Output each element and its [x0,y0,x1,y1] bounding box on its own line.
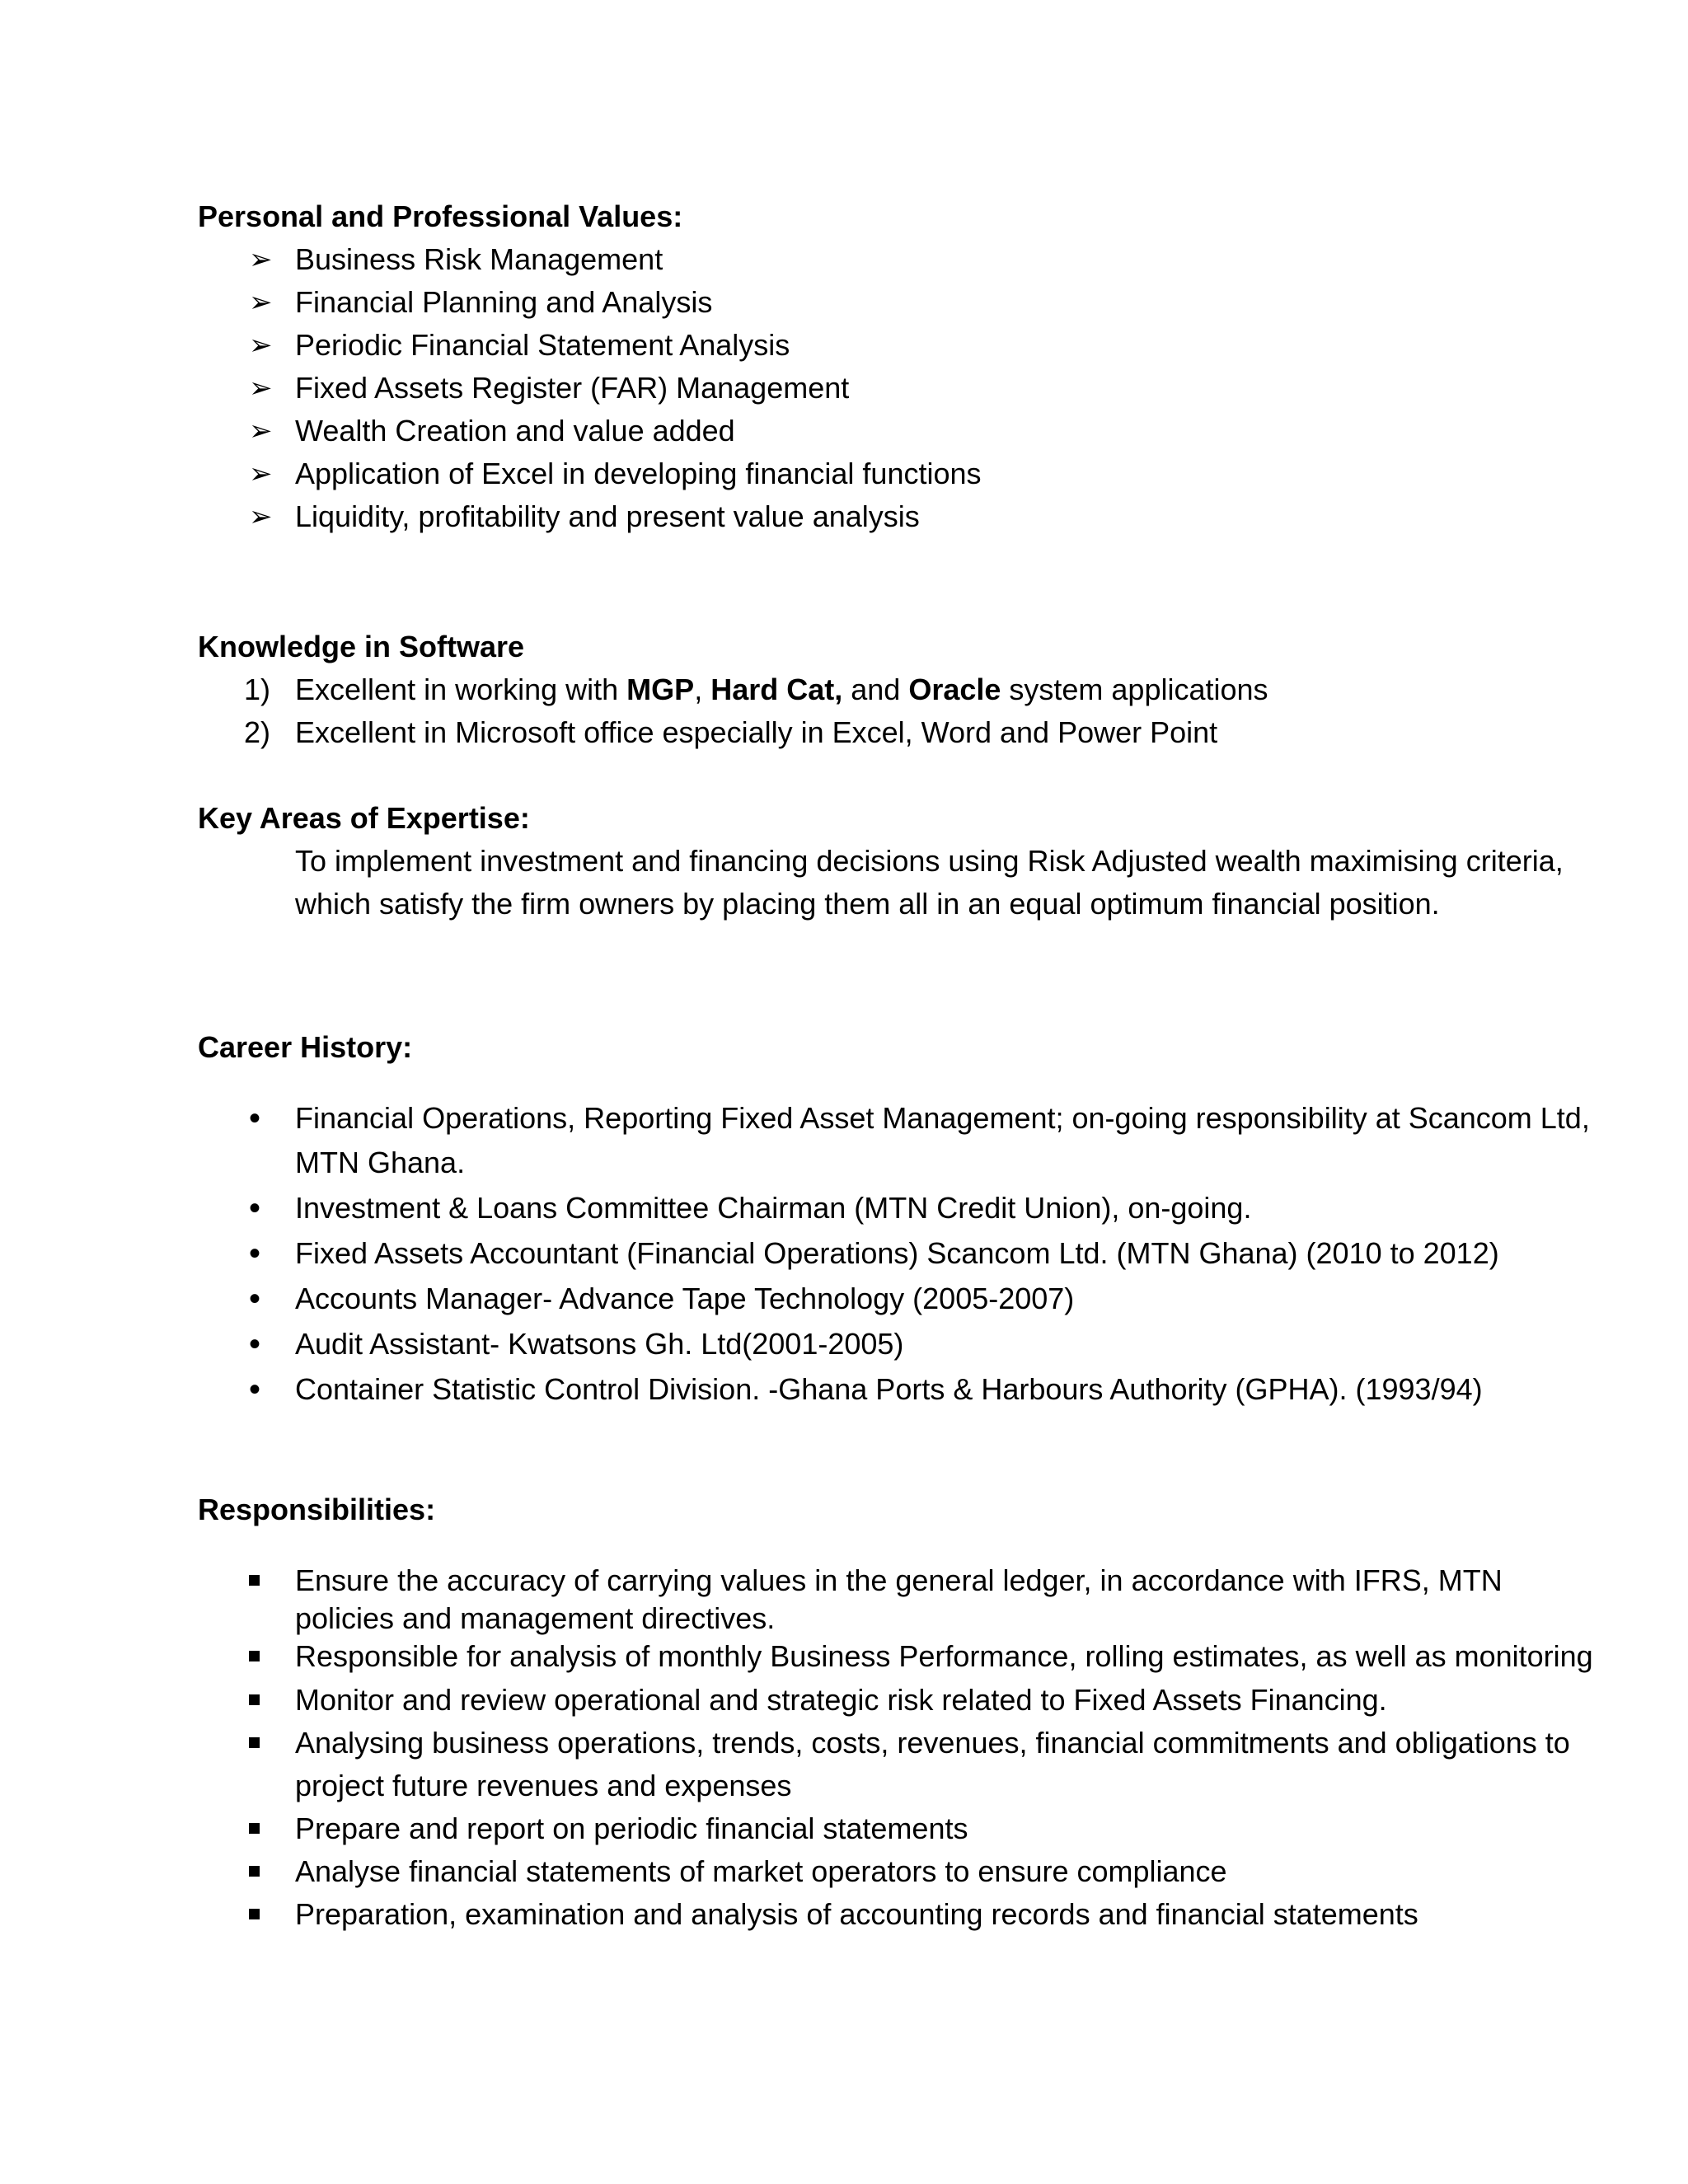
values-item-text: Financial Planning and Analysis [295,285,713,319]
software-text-post: system applications [1001,673,1268,706]
square-bullet-icon [249,1866,260,1877]
arrow-bullet-icon: ➢ [249,458,273,490]
responsibility-item-text: Ensure the accuracy of carrying values in the general ledger, in accordance with IFRS, MTN [295,1563,1503,1597]
expertise-section-title: Key Areas of Expertise: [198,801,530,835]
career-item-text: Investment & Loans Committee Chairman (MTN Credit Union), on-going. [295,1191,1252,1225]
career-item-text: MTN Ghana. [295,1146,466,1179]
dot-bullet-icon: • [249,1371,261,1408]
software-oracle: Oracle [908,673,1001,706]
arrow-bullet-icon: ➢ [249,244,273,275]
career-item-text: Financial Operations, Reporting Fixed Asset Management; on-going responsibility at Scancom Ltd, [295,1101,1590,1135]
expertise-paragraph-line [295,843,1564,879]
dot-bullet-icon: • [249,1281,261,1317]
dot-bullet-icon: • [249,1190,261,1226]
software-text-comma: , [694,673,711,706]
responsibility-item-text: Monitor and review operational and strategic risk related to Fixed Assets Financing. [295,1683,1387,1717]
values-section-title: Personal and Professional Values: [198,199,683,233]
software-text-and: and [842,673,909,706]
values-item-text: Wealth Creation and value added [295,414,735,448]
values-item-text: Application of Excel in developing financial functions [295,457,982,490]
responsibility-item-text: policies and management directives. [295,1601,776,1635]
values-item-text: Liquidity, profitability and present value analysis [295,499,920,533]
arrow-bullet-icon: ➢ [249,415,273,447]
arrow-bullet-icon: ➢ [249,501,273,532]
square-bullet-icon [249,1909,260,1919]
software-item-text [295,672,1268,708]
responsibility-item-text: Preparation, examination and analysis of accounting records and financial statements [295,1897,1418,1931]
career-item-text: Container Statistic Control Division. -Ghana Ports & Harbours Authority (GPHA). (1993/94) [295,1372,1483,1406]
software-item-text: Excellent in Microsoft office especially in Excel, Word and Power Point [295,715,1218,749]
square-bullet-icon [249,1651,260,1661]
responsibility-item-text: Analyse financial statements of market operators to ensure compliance [295,1854,1227,1888]
expertise-line-2: which satisfy the firm owners by placing them all in an equal optimum financial position. [295,887,1440,921]
responsibility-item-text: Responsible for analysis of monthly Business Performance, rolling estimates, as well as monitoring [295,1639,1593,1673]
expertise-paragraph-line [295,886,1440,922]
arrow-bullet-icon: ➢ [249,330,273,361]
dot-bullet-icon: • [249,1100,261,1137]
dot-bullet-icon: • [249,1326,261,1362]
responsibilities-section-title: Responsibilities: [198,1493,436,1526]
software-mgp: MGP [626,673,695,706]
software-section-title: Knowledge in Software [198,630,525,663]
square-bullet-icon [249,1737,260,1748]
career-item-text: Audit Assistant- Kwatsons Gh. Ltd(2001-2005) [295,1327,904,1361]
career-item-text: Accounts Manager- Advance Tape Technology (2005-2007) [295,1282,1075,1315]
dot-bullet-icon: • [249,1235,261,1272]
responsibility-item-text: project future revenues and expenses [295,1769,792,1802]
arrow-bullet-icon: ➢ [249,373,273,404]
career-item-text: Fixed Assets Accountant (Financial Operations) Scancom Ltd. (MTN Ghana) (2010 to 2012) [295,1236,1499,1270]
square-bullet-icon [249,1575,260,1586]
career-section-title: Career History: [198,1030,413,1064]
square-bullet-icon [249,1694,260,1705]
values-item-text: Periodic Financial Statement Analysis [295,328,790,362]
responsibility-item-text: Analysing business operations, trends, costs, revenues, financial commitments and obligations to [295,1726,1570,1760]
values-item-text: Business Risk Management [295,242,663,276]
list-number: 2) [244,715,271,749]
list-number: 1) [244,673,271,706]
arrow-bullet-icon: ➢ [249,287,273,318]
software-text-pre: Excellent in working with [295,673,627,706]
values-item-text: Fixed Assets Register (FAR) Management [295,371,850,405]
square-bullet-icon [249,1823,260,1834]
software-hardcat: Hard Cat, [710,673,843,706]
responsibility-item-text: Prepare and report on periodic financial statements [295,1811,968,1845]
expertise-line-1: To implement investment and financing decisions using Risk Adjusted wealth maximising criteria, [295,844,1564,878]
